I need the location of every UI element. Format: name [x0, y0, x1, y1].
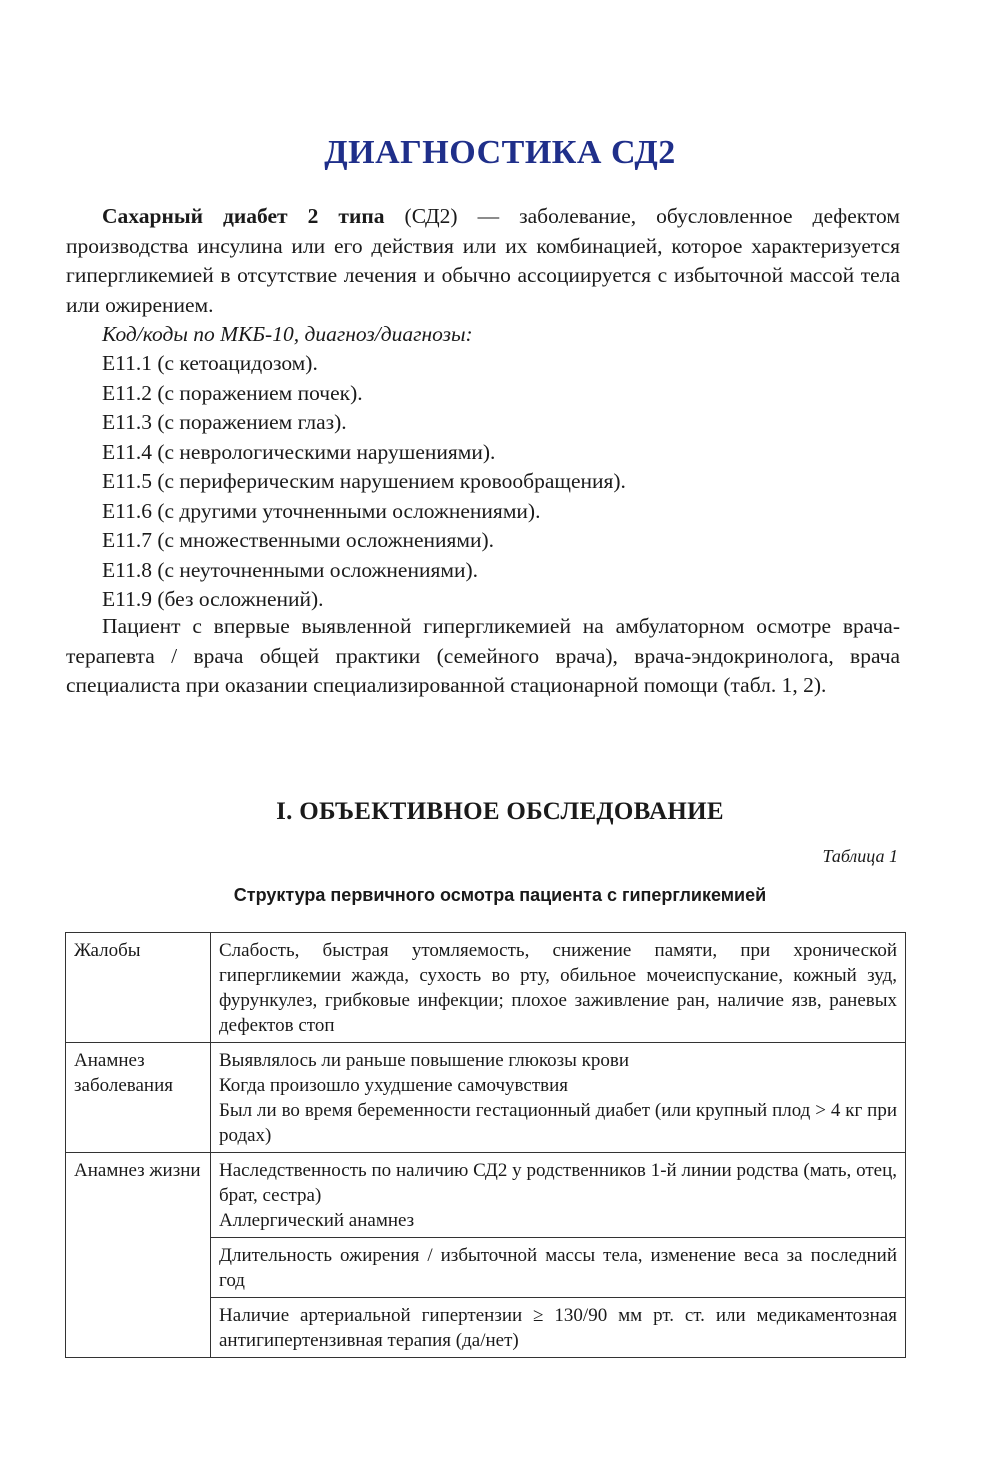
table-caption: Структура первичного осмотра пациента с гипергликемией: [233, 885, 767, 905]
row-key: Жалобы: [66, 933, 211, 1043]
intro-bold-term: Сахарный диабет 2 типа: [102, 204, 385, 228]
intro-paragraph: [66, 202, 900, 320]
row-key: Анамнез заболевания: [66, 1043, 211, 1153]
row-value-line: Наследственность по наличию СД2 у родственников 1-й линии родства (мать, отец, брат, сестра): [219, 1160, 897, 1206]
icd-code-item: E11.6 (с другими уточненными осложнениями).: [102, 498, 541, 523]
row-value-line: Когда произошло ухудшение самочувствия: [219, 1075, 569, 1096]
table-label: Таблица 1: [822, 846, 898, 866]
row-key: Анамнез жизни: [66, 1153, 211, 1358]
patient-paragraph: Пациент с впервые выявленной гипергликемией на амбулаторном осмотре врача-терапевта / врача общей практики (семейного врача), врача-эндокринолога, врача специалиста при оказании специализированной стационарной помощи (табл. 1, 2).: [66, 614, 900, 697]
icd-code-item: E11.4 (с неврологическими нарушениями).: [102, 439, 496, 464]
icd-code-item: E11.3 (с поражением глаз).: [102, 410, 347, 434]
row-value: [211, 1043, 906, 1153]
row-value-line: Был ли во время беременности гестационный диабет (или крупный плод > 4 кг при родах): [219, 1100, 897, 1146]
codes-label: Код/коды по МКБ-10, диагноз/диагнозы:: [102, 322, 473, 346]
row-value-line: Выявлялось ли раньше повышение глюкозы крови: [219, 1050, 630, 1071]
icd-code-item: E11.2 (с поражением почек).: [102, 380, 363, 405]
icd-code-item: E11.1 (с кетоацидозом).: [102, 351, 318, 375]
icd-code-item: E11.5 (с периферическим нарушением кровообращения).: [102, 469, 626, 493]
row-value: Длительность ожирения / избыточной массы тела, изменение веса за последний год: [211, 1238, 906, 1298]
row-value: Слабость, быстрая утомляемость, снижение памяти, при хронической гипергликемии жажда, сухость во рту, обильное мочеиспускание, кожный зуд, фурункулез, грибковые инфекции; плохое заживление ран, наличие язв, раневых дефектов стоп: [211, 933, 906, 1043]
examination-table: [65, 932, 906, 1358]
section-title: I. ОБЪЕКТИВНОЕ ОБСЛЕДОВАНИЕ: [276, 798, 724, 825]
table-row: [66, 1043, 906, 1153]
row-value: [211, 1153, 906, 1238]
table-row: [66, 933, 906, 1043]
icd-code-item: E11.8 (с неуточненными осложнениями).: [102, 557, 479, 582]
intro-text: (СД2) — заболевание, обусловленное дефектом производства инсулина или его действия или их комбинацией, которое характеризуется гипергликемией в отсутствие лечения и обычно ассоциируется с избыточной массой тела или ожирением.: [66, 204, 900, 317]
page-title: ДИАГНОСТИКА СД2: [324, 134, 676, 171]
icd-code-list: [102, 349, 936, 615]
row-value-line: Аллергический анамнез: [219, 1210, 415, 1231]
row-value: Наличие артериальной гипертензии ≥ 130/90 мм рт. ст. или медикаментозная антигипертензивная терапия (да/нет): [211, 1298, 906, 1358]
icd-code-item: E11.7 (с множественными осложнениями).: [102, 528, 495, 552]
table-row: [66, 1153, 906, 1238]
icd-code-item: E11.9 (без осложнений).: [102, 587, 324, 611]
